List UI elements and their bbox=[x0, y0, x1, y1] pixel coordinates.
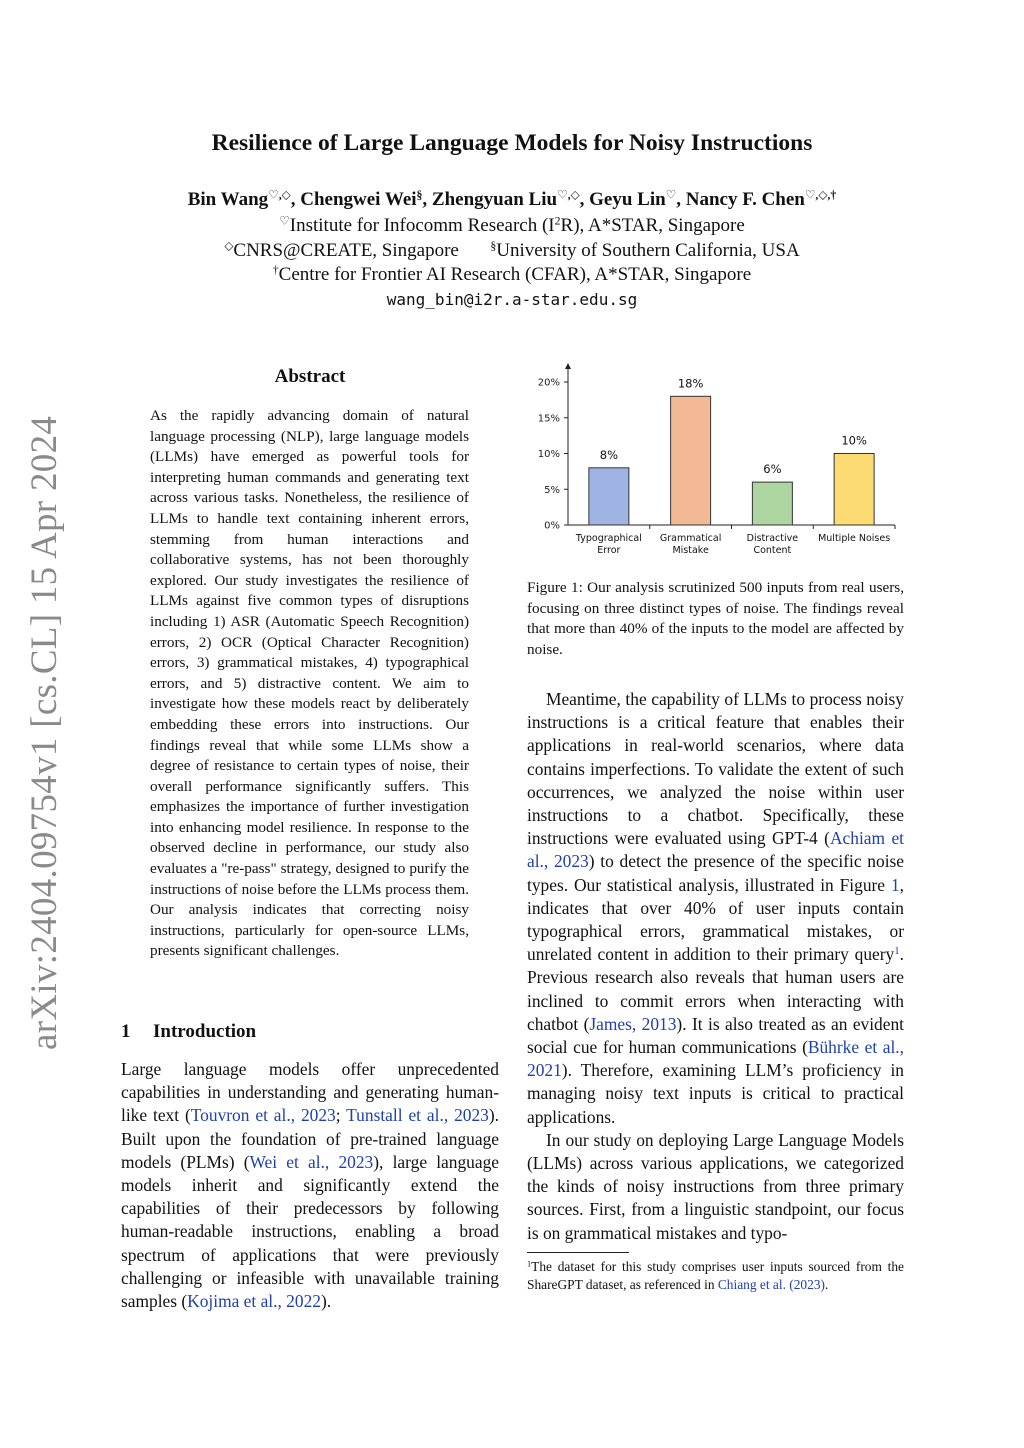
citation-link[interactable]: Achiam et al., 2023 bbox=[527, 828, 905, 872]
body-text: ; bbox=[335, 1105, 347, 1126]
bar bbox=[671, 396, 711, 525]
y-tick-label: 10% bbox=[537, 449, 560, 460]
citation-link[interactable]: James, 2013 bbox=[589, 1013, 677, 1034]
author-marks: ♡ bbox=[665, 188, 677, 202]
bar bbox=[752, 482, 792, 525]
x-tick-label: Mistake bbox=[672, 545, 709, 556]
affiliation-mark: § bbox=[490, 239, 497, 253]
intro-paragraph: In our study on deploying Large Language Models (LLMs) across various applications, we categorized the kinds of noisy instructions from three primary sources. First, from a linguistic standpoint, our focus is on grammatical mistakes and typo- bbox=[527, 1129, 904, 1243]
author-marks: ♡,◇ bbox=[268, 188, 291, 202]
affiliation-superscript: 2 bbox=[554, 214, 561, 228]
affiliation-line-1 bbox=[0, 215, 1024, 237]
body-text: Large language models offer unprecedented capabilities in understanding and generating human-like text ( bbox=[121, 1059, 499, 1126]
affiliation-line-3 bbox=[0, 264, 1024, 286]
section-heading bbox=[121, 1021, 256, 1043]
affiliation-line-2 bbox=[0, 240, 1024, 262]
bar bbox=[589, 468, 629, 525]
contact-email: wang_bin@i2r.a-star.edu.sg bbox=[386, 290, 638, 309]
body-text: . Previous research also reveals that human users are inclined to commit errors when interacting with chatbot ( bbox=[527, 944, 904, 1034]
x-tick-label: Multiple Noises bbox=[818, 533, 891, 544]
x-tick-label: Grammatical bbox=[659, 533, 722, 544]
body-text: ). It is also treated as an evident social cue for human communications ( bbox=[527, 1013, 905, 1058]
section-title: Introduction bbox=[153, 1021, 257, 1042]
citation-link[interactable]: Tunstall et al., 2023 bbox=[346, 1105, 489, 1126]
x-tick-label: Distractive bbox=[746, 533, 799, 544]
x-tick-label: Content bbox=[753, 545, 792, 556]
bar-value-label: 10% bbox=[841, 433, 867, 448]
body-text: ), large language models inherit and significantly extend the capabilities of their predecessors by following human-readable instructions, enabling a broad spectrum of applications that were previously challenging or infeasible with unavailable training samples ( bbox=[121, 1151, 499, 1312]
figure-caption: Figure 1: Our analysis scrutinized 500 inputs from real users, focusing on three distinct types of noise. The findings reveal that more than 40% of the inputs to the model are affected by noise. bbox=[527, 579, 904, 658]
intro-paragraph bbox=[527, 688, 904, 1129]
affiliation-mark: ◇ bbox=[224, 239, 234, 253]
body-text: ). Therefore, examining LLM’s proficiency in managing noisy text inputs is critical to practical applications. bbox=[527, 1060, 904, 1127]
body-text: ). Built upon the foundation of pre-trained language models (PLMs) ( bbox=[121, 1105, 499, 1172]
footnote bbox=[527, 1258, 904, 1293]
bar-value-label: 8% bbox=[599, 447, 618, 462]
citation-link[interactable]: Wei et al., 2023 bbox=[249, 1151, 374, 1172]
author-name: Chengwei Wei bbox=[300, 189, 417, 210]
body-text: ). bbox=[320, 1291, 332, 1312]
x-tick-label: Error bbox=[597, 545, 621, 556]
affiliation-text: R), A*STAR, Singapore bbox=[560, 215, 745, 236]
bar-value-label: 6% bbox=[763, 462, 782, 477]
author-marks: ♡,◇ bbox=[557, 188, 580, 202]
abstract-heading: Abstract bbox=[274, 366, 346, 387]
footnote-ref-link[interactable]: 1 bbox=[894, 945, 900, 958]
footnote-text: The dataset for this study comprises user inputs sourced from the ShareGPT dataset, as referenced in bbox=[527, 1259, 904, 1292]
abstract-body: As the rapidly advancing domain of natural language processing (NLP), large language models (LLMs) have emerged as powerful tools for interpreting human commands and generating text across various tasks. Nonetheless, the resilience of LLMs to handle text containing inherent errors, stemming from human interactions and collaborative systems, has not been thoroughly explored. Our study investigates the resilience of LLMs against five common types of disruptions including 1) ASR (Automatic Speech Recognition) errors, 2) OCR (Optical Character Recognition) errors, 3) grammatical mistakes, 4) typographical errors, and 5) distractive content. We aim to investigate how these models react by deliberately embedding these errors into instructions. Our findings reveal that while some LLMs show a degree of resistance to certain types of noise, their overall performance significantly suffers. This emphasizes the importance of further investigation into enhancing model resilience. In response to the observed decline in performance, our study also evaluates a "re-pass" strategy, designed to purify the instructions of noise before the LLMs process them. Our analysis indicates that correcting noisy instructions, particularly for open-source LLMs, presents significant challenges. bbox=[150, 407, 469, 960]
affiliation-text: Institute for Infocomm Research (I bbox=[289, 215, 555, 236]
y-tick-label: 0% bbox=[544, 520, 560, 532]
author-name: Geyu Lin bbox=[589, 189, 666, 210]
affiliation-text: Centre for Frontier AI Research (CFAR), A*STAR, Singapore bbox=[278, 264, 752, 285]
x-tick-label: Typographical bbox=[575, 533, 642, 544]
intro-paragraph-left bbox=[121, 1058, 499, 1313]
citation-link[interactable]: Touvron et al., 2023 bbox=[190, 1105, 336, 1126]
citation-link[interactable]: Kojima et al., 2022 bbox=[187, 1291, 321, 1312]
citation-link[interactable]: Chiang et al. (2023) bbox=[717, 1276, 825, 1292]
intro-column-right bbox=[527, 688, 904, 1245]
figure-ref-link[interactable]: 1 bbox=[890, 874, 900, 895]
footnote-rule bbox=[527, 1252, 629, 1253]
author-name: Zhengyuan Liu bbox=[431, 189, 558, 210]
arxiv-side-stamp: arXiv:2404.09754v1 [cs.CL] 15 Apr 2024 bbox=[24, 415, 65, 1050]
y-axis-arrow bbox=[565, 363, 571, 369]
bar-value-label: 18% bbox=[677, 376, 704, 391]
body-text: Meantime, the capability of LLMs to process noisy instructions is a critical feature that enables their applications in real-world scenarios, where data contains imperfections. To validate the extent of such occurrences, we analyzed the noise within user instructions to a chatbot. Specifically, these instructions were evaluated using GPT-4 ( bbox=[527, 689, 904, 849]
author-marks: § bbox=[416, 188, 423, 202]
body-text: , indicates that over 40% of user inputs contain typographical errors, grammatical mistakes, or unrelated content in addition to their primary query bbox=[527, 874, 904, 965]
citation-link[interactable]: Bührke et al., 2021 bbox=[527, 1037, 904, 1081]
author-list: Bin Wang♡,◇, Chengwei Wei§, Zhengyuan Liu♡,◇, Geyu Lin♡, Nancy F. Chen♡,◇,† bbox=[187, 188, 837, 210]
y-tick-label: 5% bbox=[544, 484, 560, 496]
affiliation-text: CNRS@CREATE, Singapore bbox=[233, 240, 459, 261]
body-text: ) to detect the presence of the specific noise types. Our statistical analysis, illustrated in Figure bbox=[527, 851, 905, 895]
noise-bar-chart bbox=[530, 360, 910, 560]
author-marks: ♡,◇,† bbox=[804, 188, 837, 202]
y-tick-label: 20% bbox=[537, 377, 560, 389]
author-name: Nancy F. Chen bbox=[685, 189, 805, 210]
bar bbox=[834, 454, 874, 526]
affiliation-text: University of Southern California, USA bbox=[496, 240, 800, 261]
y-tick-label: 15% bbox=[537, 413, 560, 425]
author-name: Bin Wang bbox=[187, 189, 269, 210]
affiliation-mark: ♡ bbox=[279, 214, 290, 228]
paper-title: Resilience of Large Language Models for Noisy Instructions bbox=[211, 130, 813, 156]
footnote-text: . bbox=[824, 1276, 829, 1292]
affiliation-mark: † bbox=[272, 263, 279, 277]
section-number: 1 bbox=[121, 1021, 131, 1042]
footnote-mark: 1 bbox=[527, 1259, 532, 1269]
